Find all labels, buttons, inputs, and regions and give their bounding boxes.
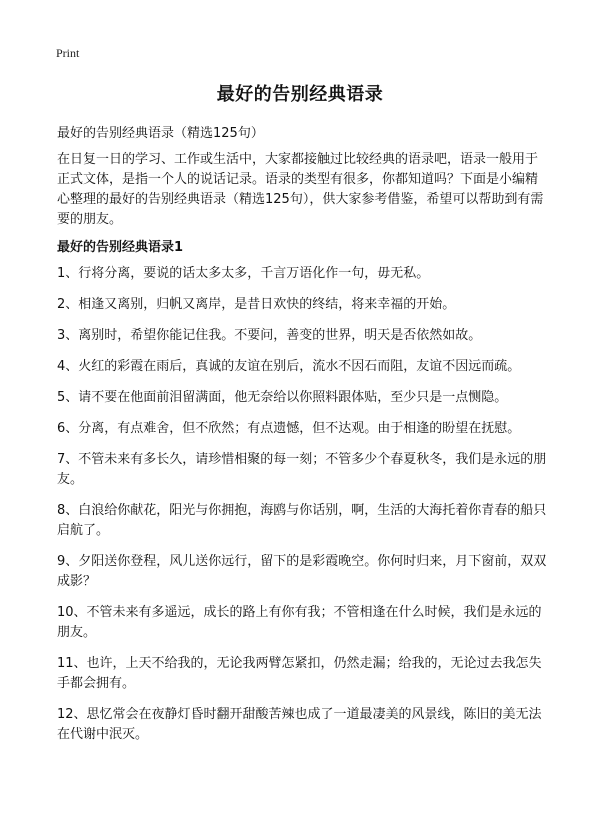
quote-item: 6、分离，有点难舍，但不欣然；有点遗憾，但不达观。由于相逢的盼望在抚慰。 [57, 421, 521, 436]
intro-paragraph: 在日复一日的学习、工作或生活中，大家都接触过比较经典的语录吧，语录一般用于正式文体，是指一个人的说话记录。语录的类型有很多，你都知道吗？下面是小编精心整理的最好的告别经典语录（精选125句），供大家参考借鉴，希望可以帮助到有需要的朋友。 [57, 152, 544, 227]
document-title: 最好的告别经典语录 [216, 84, 384, 105]
quote-item: 7、不管未来有多长久，请珍惜相聚的每一刻；不管多少个春夏秋冬，我们是永远的朋友。 [57, 452, 547, 487]
quote-item: 11、也许，上天不给我的，无论我两臂怎紧扣，仍然走漏；给我的，无论过去我怎失手都会拥有。 [57, 656, 542, 691]
quote-item: 9、夕阳送你登程，风儿送你远行，留下的是彩霞晚空。你何时归来，月下窗前，双双成影？ [57, 554, 547, 589]
print-label: Print [56, 46, 80, 60]
quote-item: 4、火红的彩霞在雨后，真诚的友谊在别后，流水不因石而阻，友谊不因远而疏。 [57, 359, 521, 374]
quote-item: 3、离别时，希望你能记住我。不要问，善变的世界，明天是否依然如故。 [57, 328, 482, 343]
quote-item: 12、思忆常会在夜静灯昏时翻开甜酸苦辣也成了一道最凄美的风景线，陈旧的美无法在代谢中泯灭。 [57, 707, 542, 742]
document-subtitle: 最好的告别经典语录（精选125句） [57, 126, 264, 141]
section-heading: 最好的告别经典语录1 [57, 240, 184, 255]
quote-item: 1、行将分离，要说的话太多太多，千言万语化作一句，毋无私。 [57, 266, 430, 281]
quote-item: 10、不管未来有多遥远，成长的路上有你有我；不管相逢在什么时候，我们是永远的朋友。 [57, 605, 542, 640]
quote-list [57, 264, 547, 756]
quote-item: 8、白浪给你献花，阳光与你拥抱，海鸥与你话别，啊，生活的大海托着你青春的船只启航了。 [57, 503, 547, 538]
quote-item: 2、相逢又离别，归帆又离岸，是昔日欢快的终结，将来幸福的开始。 [57, 297, 456, 312]
quote-item: 5、请不要在他面前泪留满面，他无奈给以你照料跟体贴，至少只是一点恻隐。 [57, 390, 508, 405]
